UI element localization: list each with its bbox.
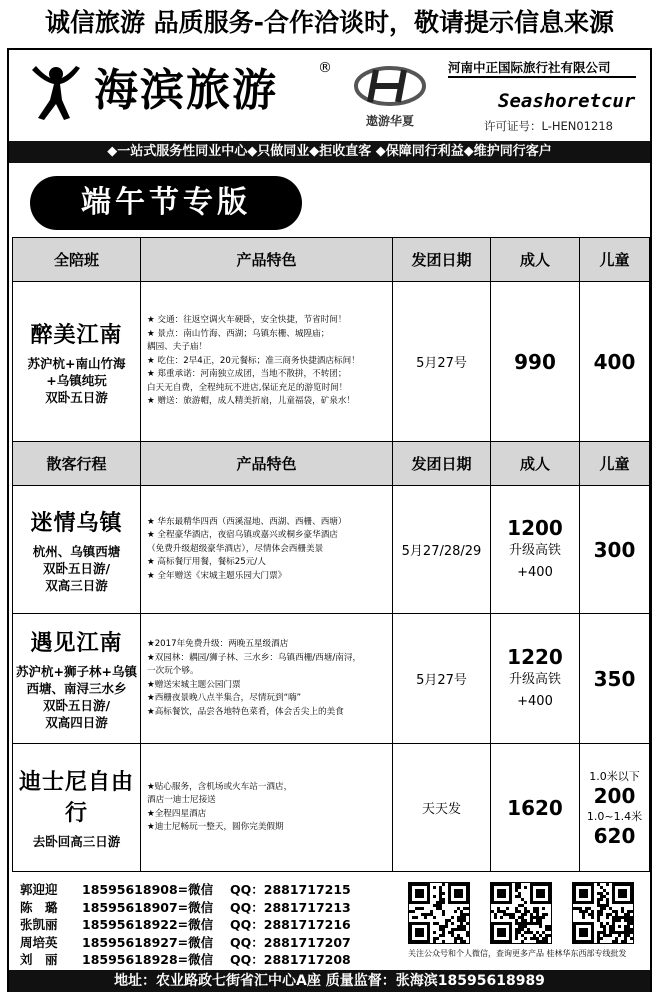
column-header: 散客行程 bbox=[13, 442, 141, 486]
route-subtitle-line: 苏沪杭+南山竹海 bbox=[27, 355, 126, 371]
feature-line: ★西栅夜景晚八点半集合，尽情玩到“嗨” bbox=[147, 693, 302, 703]
qr-note: 关注公众号和个人微信，查询更多产品 桂林华东西部专线批发 bbox=[408, 949, 627, 958]
contact-row bbox=[20, 880, 400, 898]
departure-date: 5月27/28/29 bbox=[393, 486, 491, 614]
column-header: 发团日期 bbox=[393, 442, 491, 486]
route-name-cell bbox=[13, 614, 141, 744]
route-subtitle-line: 西塘、南浔三水乡 bbox=[26, 681, 127, 696]
contact-qq: QQ：2881717215 bbox=[230, 882, 351, 897]
feature-line: ★迪士尼畅玩一整天，圆你完美假期 bbox=[147, 822, 284, 832]
feature-line: ★双园林：耦园/狮子林、三水乡：乌镇西栅/西塘/南浔， bbox=[147, 652, 362, 663]
column-header: 发团日期 bbox=[393, 238, 491, 282]
child-price-cell bbox=[580, 614, 650, 744]
column-header: 产品特色 bbox=[141, 238, 393, 282]
child-price-cell bbox=[580, 282, 650, 442]
feature-line: ★2017年免费升级：两晚五星级酒店 bbox=[147, 639, 289, 649]
feature-line: ★ 华东最精华四西（西溪湿地、西湖、西栅、西塘） bbox=[147, 516, 347, 527]
hx-logo-text: 遨游华夏 bbox=[365, 114, 414, 128]
contact-row bbox=[20, 915, 400, 933]
adult-price-cell bbox=[491, 486, 580, 614]
qr-code-1 bbox=[408, 882, 470, 944]
qr-code-2 bbox=[490, 882, 552, 944]
child-price: 620 bbox=[593, 823, 636, 848]
contact-row bbox=[20, 898, 400, 916]
dancing-figure-icon bbox=[28, 60, 84, 126]
aoyou-huaxia-logo bbox=[350, 60, 430, 130]
column-header: 成人 bbox=[491, 442, 580, 486]
feature-line: ★ 全程豪华酒店，夜宿乌镇或嘉兴或桐乡豪华酒店 bbox=[147, 530, 338, 541]
feature-line: ★ 吃住：2早4正，20元餐标；准三商务快捷酒店标间！ bbox=[147, 355, 360, 366]
route-subtitle-line: 双卧五日游/ bbox=[42, 698, 111, 713]
features-cell bbox=[141, 282, 393, 442]
adult-price-note: 升级高铁 bbox=[508, 542, 561, 558]
contact-name: 陈 璐 bbox=[20, 899, 58, 915]
route-subtitle-line: +乌镇纯玩 bbox=[46, 372, 107, 388]
feature-line: ★全程四星酒店 bbox=[147, 808, 207, 819]
contact-phone: 18595618922=微信 bbox=[82, 917, 214, 932]
table-header-row bbox=[13, 238, 650, 282]
feature-line: ★ 赠送：旅游帽，成人精美折扇，儿童福袋，矿泉水！ bbox=[147, 396, 356, 407]
adult-price: 1220 bbox=[507, 644, 563, 669]
contact-qq: QQ：2881717208 bbox=[230, 952, 351, 967]
feature-line: ★ 高标餐厅用餐，餐标25元/人 bbox=[147, 557, 266, 568]
tour-row bbox=[13, 744, 650, 872]
license-number: 许可证号：L-HEN01218 bbox=[484, 119, 613, 133]
feature-line: （免费升级超级豪华酒店），尽情体会西栅美景 bbox=[147, 543, 324, 554]
contact-phone: 18595618908=微信 bbox=[82, 882, 214, 897]
feature-line: ★ 景点：南山竹海、西湖；乌镇东栅、城隍庙； bbox=[147, 328, 330, 339]
column-header: 产品特色 bbox=[141, 442, 393, 486]
child-price-note: 1.0米以下 bbox=[589, 769, 640, 783]
child-price: 400 bbox=[593, 349, 636, 374]
contact-name: 张凯丽 bbox=[20, 917, 58, 932]
adult-price: 990 bbox=[514, 349, 556, 374]
tour-table bbox=[12, 237, 650, 872]
contact-row bbox=[20, 950, 400, 968]
child-price: 350 bbox=[593, 666, 636, 691]
top-banner: 诚信旅游 品质服务-合作洽谈时，敬请提示信息来源 bbox=[44, 8, 615, 37]
column-header: 成人 bbox=[491, 238, 580, 282]
adult-price-note: +400 bbox=[517, 564, 553, 580]
column-header: 全陪班 bbox=[13, 238, 141, 282]
child-price: 200 bbox=[593, 783, 636, 808]
qr-code-icon bbox=[409, 883, 469, 943]
feature-line: ★赠送宋城主题公园门票 bbox=[147, 679, 241, 690]
route-title: 迷情乌镇 bbox=[30, 509, 123, 536]
table-header-row bbox=[13, 442, 650, 486]
departure-date: 5月27号 bbox=[393, 282, 491, 442]
adult-price-note: +400 bbox=[517, 693, 553, 709]
features-cell bbox=[141, 486, 393, 614]
contact-list bbox=[20, 880, 400, 968]
route-subtitle-line: 杭州、乌镇西塘 bbox=[32, 543, 121, 559]
feature-line: ★ 郑重承诺：河南独立成团，当地不散拼，不转团； bbox=[147, 369, 347, 380]
route-subtitle-line: 双卧五日游/ bbox=[42, 560, 111, 576]
contact-name: 周培英 bbox=[20, 934, 58, 950]
contact-phone: 18595618928=微信 bbox=[82, 952, 214, 967]
route-title: 迪士尼自由行 bbox=[18, 769, 134, 826]
company-name: 河南中正国际旅行社有限公司 bbox=[448, 60, 611, 75]
slogan-bar: ◆一站式服务性同业中心◆只做同业◆拒收直客 ◆保障同行利益◆维护同行客户 bbox=[9, 141, 650, 163]
route-name-cell bbox=[13, 282, 141, 442]
route-title: 醉美江南 bbox=[30, 321, 123, 348]
registered-mark: ® bbox=[318, 60, 332, 76]
logo-text: 海滨旅游 bbox=[94, 65, 278, 116]
contact-name: 刘 丽 bbox=[20, 952, 58, 967]
qr-code-icon bbox=[491, 883, 551, 943]
route-subtitle bbox=[15, 355, 138, 406]
route-subtitle-line: 去卧回高三日游 bbox=[32, 834, 121, 849]
qr-code-3 bbox=[572, 882, 634, 944]
route-name-cell bbox=[13, 744, 141, 872]
feature-line: ★ 交通：往返空调火车硬卧，安全快捷，节省时间！ bbox=[147, 315, 347, 326]
brand-english: Seashoretcur bbox=[498, 90, 636, 112]
route-subtitle-line: 双卧五日游 bbox=[45, 389, 108, 405]
route-subtitle-line: 双高三日游 bbox=[45, 577, 108, 593]
route-subtitle-line: 苏沪杭+狮子林+乌镇 bbox=[16, 664, 137, 679]
route-subtitle-line: 双高四日游 bbox=[45, 715, 108, 730]
features-cell bbox=[141, 744, 393, 872]
child-price-cell bbox=[580, 744, 650, 872]
adult-price: 1620 bbox=[507, 795, 563, 820]
child-price-note: 1.0~1.4米 bbox=[586, 809, 643, 823]
feature-line: 一次玩个够。 bbox=[147, 666, 199, 676]
child-price-cell bbox=[580, 486, 650, 614]
tour-row bbox=[13, 486, 650, 614]
feature-line: 耦园、夫子庙！ bbox=[147, 342, 208, 353]
child-price: 300 bbox=[593, 537, 636, 562]
feature-line: 白天无自费，全程纯玩不进店,保证充足的游览时间！ bbox=[147, 382, 348, 393]
seashore-logo bbox=[18, 56, 348, 134]
adult-price-cell bbox=[491, 282, 580, 442]
contact-qq: QQ：2881717216 bbox=[230, 917, 351, 932]
feature-line: ★ 全年赠送《宋城主题乐园大门票》 bbox=[147, 570, 287, 581]
feature-line: 酒店一迪士尼接送 bbox=[147, 795, 216, 805]
contact-name: 郭迎迎 bbox=[20, 882, 58, 897]
feature-line: ★高标餐饮，品尝各地特色菜肴，体会舌尖上的美食 bbox=[147, 706, 344, 717]
footer-bar: 地址：农业路政七街省汇中心A座 质量监督：张海滨18595618989 bbox=[9, 970, 650, 992]
adult-price: 1200 bbox=[507, 515, 563, 540]
qr-code-icon bbox=[573, 883, 633, 943]
tour-row bbox=[13, 614, 650, 744]
contact-phone: 18595618907=微信 bbox=[82, 899, 214, 915]
route-subtitle bbox=[15, 833, 138, 850]
adult-price-cell bbox=[491, 744, 580, 872]
route-title: 遇见江南 bbox=[30, 630, 123, 656]
contact-qq: QQ：2881717207 bbox=[230, 934, 351, 950]
column-header: 儿童 bbox=[580, 442, 650, 486]
route-subtitle bbox=[15, 663, 138, 731]
departure-date: 天天发 bbox=[393, 744, 491, 872]
hx-swoosh-icon bbox=[350, 60, 430, 112]
contact-row bbox=[20, 933, 400, 951]
contact-qq: QQ：2881717213 bbox=[230, 899, 351, 915]
departure-date: 5月27号 bbox=[393, 614, 491, 744]
contact-phone: 18595618927=微信 bbox=[82, 934, 214, 950]
tour-row bbox=[13, 282, 650, 442]
adult-price-cell bbox=[491, 614, 580, 744]
features-cell bbox=[141, 614, 393, 744]
route-subtitle bbox=[15, 543, 138, 594]
edition-badge: 端午节专版 bbox=[30, 176, 302, 230]
route-name-cell bbox=[13, 486, 141, 614]
adult-price-note: 升级高铁 bbox=[508, 671, 561, 687]
column-header: 儿童 bbox=[580, 238, 650, 282]
company-divider bbox=[448, 76, 636, 78]
feature-line: ★贴心服务，含机场或火车站一酒店， bbox=[147, 781, 293, 792]
